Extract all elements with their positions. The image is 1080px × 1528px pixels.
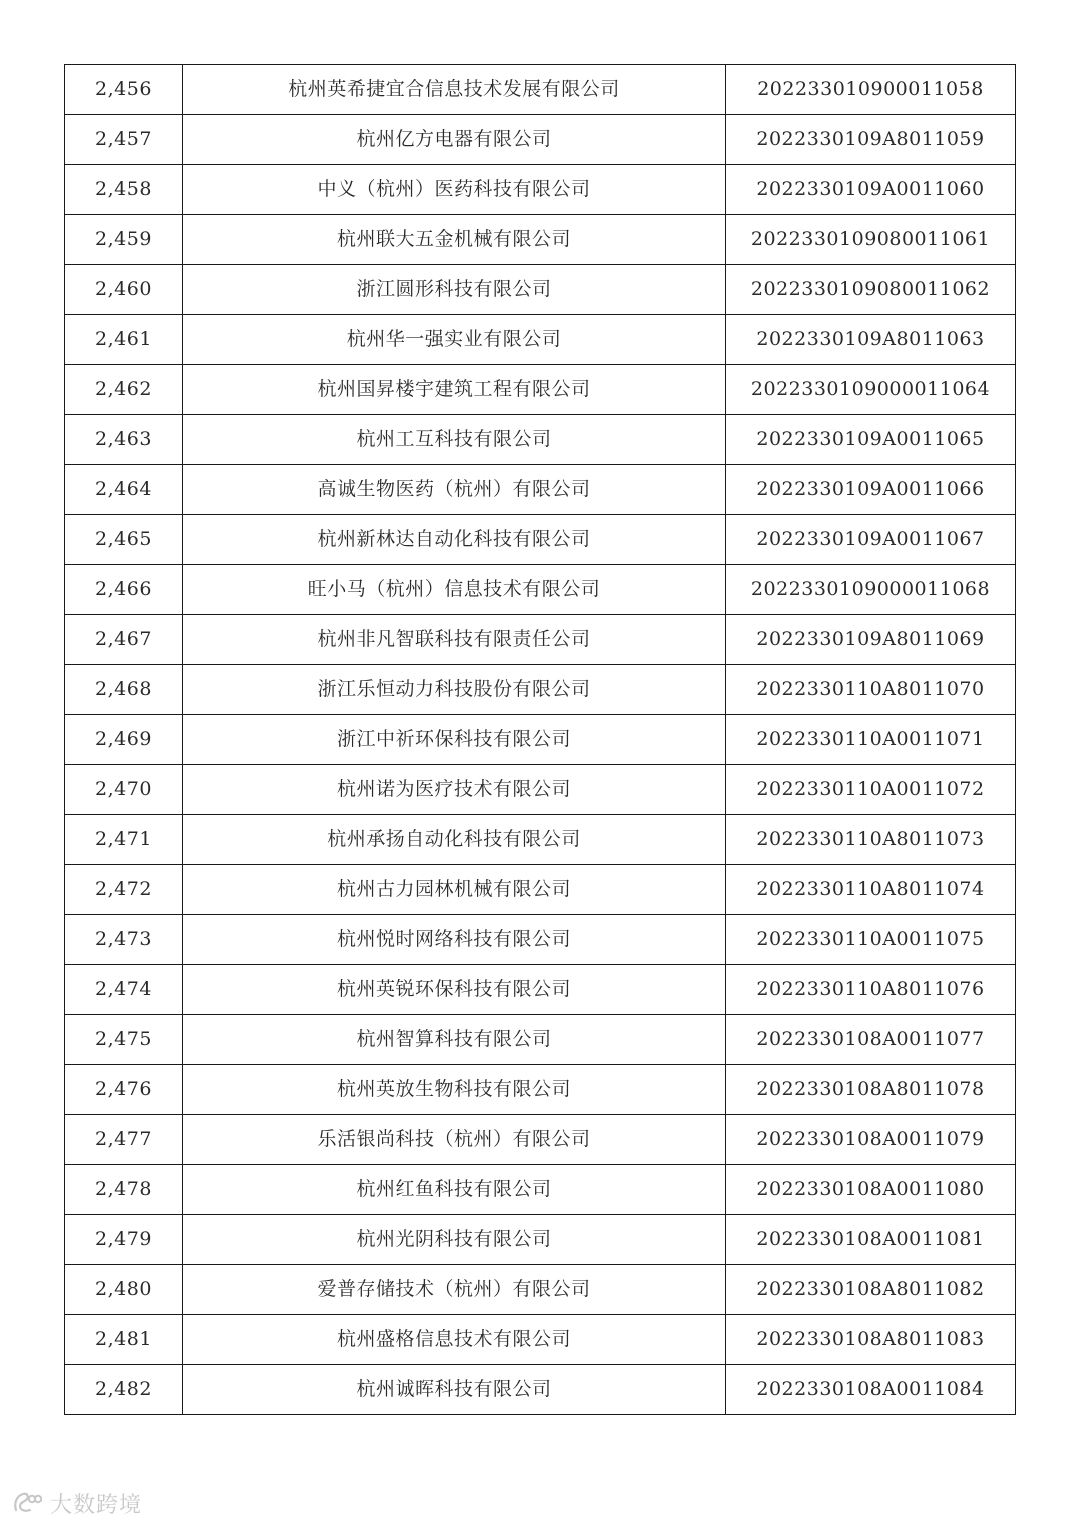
- company-name: 杭州新林达自动化科技有限公司: [183, 515, 726, 565]
- registration-code: 2022330108A0011079: [726, 1115, 1016, 1165]
- watermark: [12, 1488, 142, 1518]
- table-row: [65, 615, 1016, 665]
- registration-code: 2022330110A8011073: [726, 815, 1016, 865]
- registration-code: 2022330109080011061: [726, 215, 1016, 265]
- registration-code: 2022330109A0011065: [726, 415, 1016, 465]
- row-index: 2,476: [65, 1065, 183, 1115]
- table-row: [65, 1165, 1016, 1215]
- company-name: 杭州悦时网络科技有限公司: [183, 915, 726, 965]
- company-name: 旺小马（杭州）信息技术有限公司: [183, 565, 726, 615]
- registration-code: 2022330108A8011082: [726, 1265, 1016, 1315]
- table-row: [65, 965, 1016, 1015]
- row-index: 2,456: [65, 65, 183, 115]
- row-index: 2,464: [65, 465, 183, 515]
- table-row: [65, 1015, 1016, 1065]
- row-index: 2,474: [65, 965, 183, 1015]
- registration-code: 2022330109000011068: [726, 565, 1016, 615]
- table-row: [65, 115, 1016, 165]
- registration-code: 2022330110A0011072: [726, 765, 1016, 815]
- row-index: 2,462: [65, 365, 183, 415]
- table-row: [65, 65, 1016, 115]
- registration-code: 2022330110A8011070: [726, 665, 1016, 715]
- row-index: 2,461: [65, 315, 183, 365]
- row-index: 2,459: [65, 215, 183, 265]
- table-row: [65, 1115, 1016, 1165]
- row-index: 2,463: [65, 415, 183, 465]
- registration-code: 2022330110A0011075: [726, 915, 1016, 965]
- row-index: 2,465: [65, 515, 183, 565]
- company-name: 中义（杭州）医药科技有限公司: [183, 165, 726, 215]
- company-name: 杭州工互科技有限公司: [183, 415, 726, 465]
- row-index: 2,479: [65, 1215, 183, 1265]
- company-name: 杭州智算科技有限公司: [183, 1015, 726, 1065]
- row-index: 2,478: [65, 1165, 183, 1215]
- table-row: [65, 915, 1016, 965]
- company-name: 浙江乐恒动力科技股份有限公司: [183, 665, 726, 715]
- table-row: [65, 765, 1016, 815]
- company-name: 浙江中祈环保科技有限公司: [183, 715, 726, 765]
- table-row: [65, 715, 1016, 765]
- table-row: [65, 465, 1016, 515]
- registration-code: 2022330109A8011069: [726, 615, 1016, 665]
- registration-code: 2022330110A8011076: [726, 965, 1016, 1015]
- table-row: [65, 415, 1016, 465]
- company-name: 杭州联大五金机械有限公司: [183, 215, 726, 265]
- company-name: 杭州英放生物科技有限公司: [183, 1065, 726, 1115]
- row-index: 2,477: [65, 1115, 183, 1165]
- company-name: 杭州红鱼科技有限公司: [183, 1165, 726, 1215]
- registration-code: 2022330108A0011080: [726, 1165, 1016, 1215]
- company-name: 杭州承扬自动化科技有限公司: [183, 815, 726, 865]
- company-name: 杭州盛格信息技术有限公司: [183, 1315, 726, 1365]
- company-name: 杭州华一强实业有限公司: [183, 315, 726, 365]
- company-name: 杭州诚晖科技有限公司: [183, 1365, 726, 1415]
- row-index: 2,472: [65, 865, 183, 915]
- company-name: 浙江圆形科技有限公司: [183, 265, 726, 315]
- table-row: [65, 1315, 1016, 1365]
- table-row: [65, 165, 1016, 215]
- registration-code: 2022330108A0011081: [726, 1215, 1016, 1265]
- company-name: 杭州古力园林机械有限公司: [183, 865, 726, 915]
- registration-code: 2022330108A8011078: [726, 1065, 1016, 1115]
- registration-code: 2022330109A8011059: [726, 115, 1016, 165]
- registration-code: 2022330109A0011060: [726, 165, 1016, 215]
- company-name: 杭州非凡智联科技有限责任公司: [183, 615, 726, 665]
- table-row: [65, 1215, 1016, 1265]
- company-name: 爱普存储技术（杭州）有限公司: [183, 1265, 726, 1315]
- row-index: 2,460: [65, 265, 183, 315]
- row-index: 2,482: [65, 1365, 183, 1415]
- table-row: [65, 815, 1016, 865]
- row-index: 2,480: [65, 1265, 183, 1315]
- table-row: [65, 265, 1016, 315]
- table-row: [65, 1365, 1016, 1415]
- company-name: 杭州国昇楼宇建筑工程有限公司: [183, 365, 726, 415]
- row-index: 2,468: [65, 665, 183, 715]
- table-row: [65, 365, 1016, 415]
- company-name: 高诚生物医药（杭州）有限公司: [183, 465, 726, 515]
- row-index: 2,475: [65, 1015, 183, 1065]
- registration-code: 2022330108A8011083: [726, 1315, 1016, 1365]
- row-index: 2,467: [65, 615, 183, 665]
- row-index: 2,471: [65, 815, 183, 865]
- registration-code: 2022330108A0011077: [726, 1015, 1016, 1065]
- registration-code: 2022330109000011064: [726, 365, 1016, 415]
- row-index: 2,470: [65, 765, 183, 815]
- table-row: [65, 1265, 1016, 1315]
- table-body: [65, 65, 1016, 1415]
- company-name: 乐活银尚科技（杭州）有限公司: [183, 1115, 726, 1165]
- registration-code: 2022330109A0011067: [726, 515, 1016, 565]
- row-index: 2,473: [65, 915, 183, 965]
- row-index: 2,469: [65, 715, 183, 765]
- registration-code: 2022330109080011062: [726, 265, 1016, 315]
- table-row: [65, 215, 1016, 265]
- watermark-text: 大数跨境: [50, 1492, 143, 1518]
- row-index: 2,458: [65, 165, 183, 215]
- table-row: [65, 1065, 1016, 1115]
- registration-code: 2022330109A8011063: [726, 315, 1016, 365]
- registration-code: 202233010900011058: [726, 65, 1016, 115]
- registration-code: 2022330108A0011084: [726, 1365, 1016, 1415]
- company-name: 杭州光阴科技有限公司: [183, 1215, 726, 1265]
- table-row: [65, 515, 1016, 565]
- table-row: [65, 315, 1016, 365]
- company-registry-table: [64, 64, 1016, 1415]
- company-name: 杭州英希捷宜合信息技术发展有限公司: [183, 65, 726, 115]
- table-row: [65, 665, 1016, 715]
- row-index: 2,457: [65, 115, 183, 165]
- registration-code: 2022330110A0011071: [726, 715, 1016, 765]
- company-name: 杭州诺为医疗技术有限公司: [183, 765, 726, 815]
- company-name: 杭州英锐环保科技有限公司: [183, 965, 726, 1015]
- registration-code: 2022330110A8011074: [726, 865, 1016, 915]
- brand-logo-icon: [12, 1490, 42, 1516]
- table-row: [65, 565, 1016, 615]
- row-index: 2,466: [65, 565, 183, 615]
- table-row: [65, 865, 1016, 915]
- row-index: 2,481: [65, 1315, 183, 1365]
- registration-code: 2022330109A0011066: [726, 465, 1016, 515]
- company-name: 杭州亿方电器有限公司: [183, 115, 726, 165]
